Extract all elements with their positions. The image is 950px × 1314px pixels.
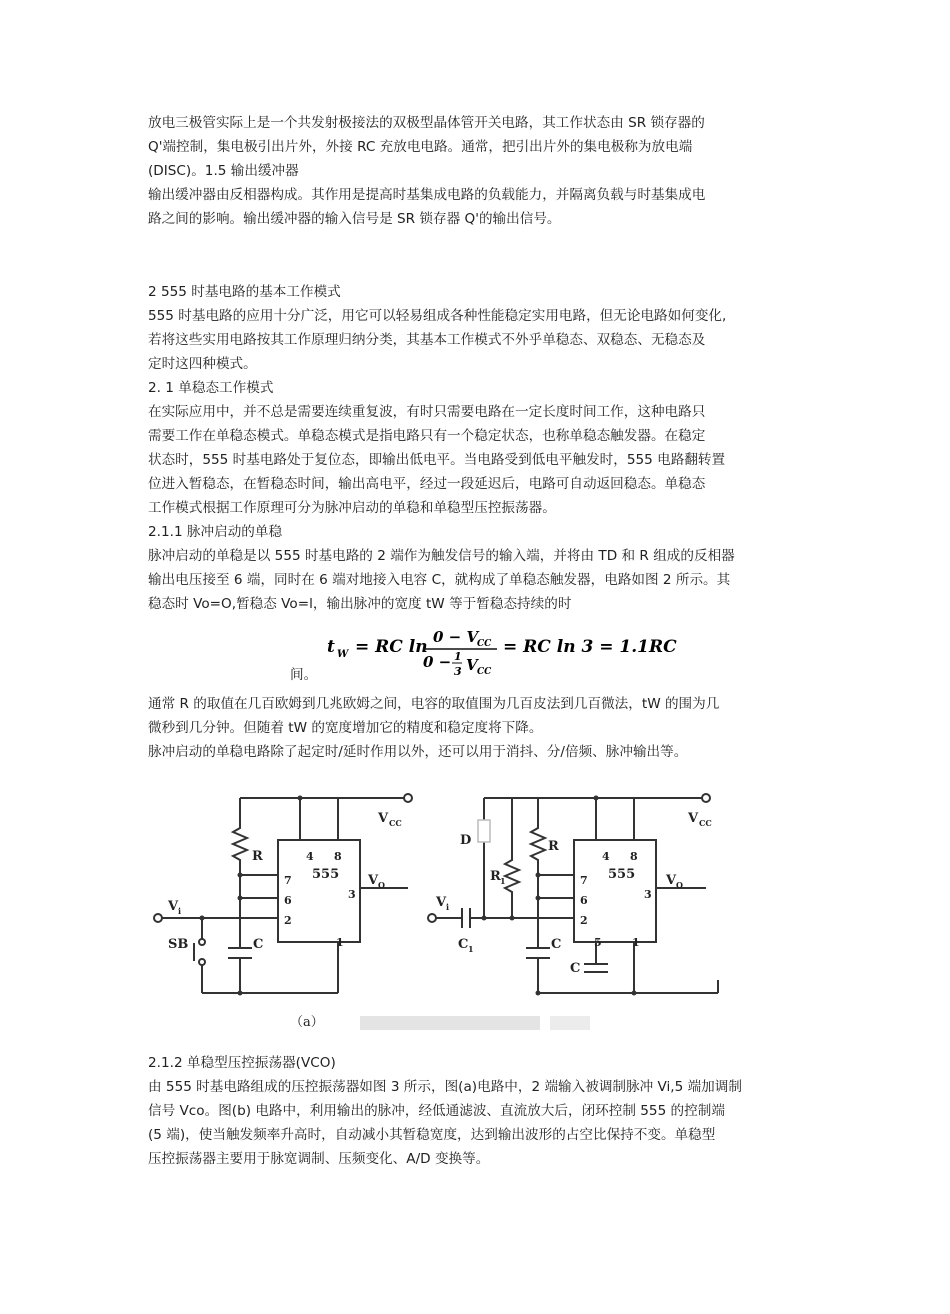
- junction-dot: [298, 796, 303, 801]
- label-c-a: C: [253, 937, 264, 952]
- junction-dot: [482, 916, 487, 921]
- label-r-b: R: [548, 839, 559, 854]
- text-line: 定时这四种模式。: [148, 356, 257, 372]
- text-line: 放电三极管实际上是一个共发射极接法的双极型晶体管开关电路，其工作状态由 SR 锁存器的: [148, 115, 705, 131]
- section-heading: 2. 1 单稳态工作模式: [148, 380, 274, 396]
- junction-dot: [632, 991, 637, 996]
- label-r1-sub: 1: [500, 876, 506, 886]
- section-heading: 2 555 时基电路的基本工作模式: [148, 284, 341, 300]
- formula-numerator-sub: CC: [477, 639, 492, 649]
- formula-lhs-sub: W: [337, 649, 349, 660]
- text-line: (5 端)，使当触发频率升高时，自动减小其暂稳宽度，达到输出波形的占空比保持不变。单稳型: [148, 1127, 716, 1143]
- pin6-b: 6: [580, 894, 588, 907]
- label-sb: SB: [168, 937, 189, 952]
- blurred-caption: [360, 1016, 540, 1030]
- pin3-a: 3: [348, 888, 356, 901]
- text-line: 路之间的影响。输出缓冲器的输入信号是 SR 锁存器 Q'的输出信号。: [148, 211, 561, 227]
- formula-third-num: 1: [454, 650, 462, 663]
- terminal-vi-a: [154, 914, 162, 922]
- chip-label-b: 555: [608, 867, 636, 882]
- junction-dot: [536, 873, 541, 878]
- text-line: 通常 R 的取值在几百欧姆到几兆欧姆之间，电容的取值围为几百皮法到几百微法，tW 的围为几: [148, 696, 720, 712]
- pin2-a: 2: [284, 914, 292, 927]
- text-line: (DISC)。1.5 输出缓冲器: [148, 163, 299, 179]
- label-vcc-b: V: [688, 811, 699, 826]
- junction-dot: [200, 916, 205, 921]
- label-r-a: R: [252, 849, 263, 864]
- terminal-vi-b: [428, 914, 436, 922]
- figure-label-a: （a）: [290, 1015, 324, 1030]
- text-line: 输出电压接至 6 端，同时在 6 端对地接入电容 C，就构成了单稳态触发器，电路如图 2 所示。其: [148, 572, 731, 588]
- text-line: 输出缓冲器由反相器构成。其作用是提高时基集成电路的负载能力，并隔离负载与时基集成电: [148, 187, 706, 203]
- label-vo-b: V: [666, 873, 677, 888]
- label-vo-b-sub: O: [676, 880, 683, 890]
- junction-dot: [510, 916, 515, 921]
- pin7-b: 7: [580, 874, 588, 887]
- pin2-b: 2: [580, 914, 588, 927]
- pin8-a: 8: [334, 850, 342, 863]
- pin1-b: 1: [632, 936, 640, 949]
- label-vcc-a-sub: CC: [389, 818, 402, 828]
- label-c1-sub: 1: [468, 944, 474, 954]
- text-line: 微秒到几分钟。但随着 tW 的宽度增加它的精度和稳定度将下降。: [148, 720, 543, 736]
- formula-denominator-b: V: [466, 656, 478, 674]
- pin3-b: 3: [644, 888, 652, 901]
- section-heading: 2.1.2 单稳型压控振荡器(VCO): [148, 1055, 336, 1071]
- text-line: 脉冲启动的单稳电路除了起定时/延时作用以外，还可以用于消抖、分/倍频、脉冲输出等。: [148, 744, 688, 760]
- label-c-b: C: [551, 937, 562, 952]
- label-vi-b: V: [436, 895, 447, 910]
- blurred-caption: [550, 1016, 590, 1030]
- junction-dot: [238, 896, 243, 901]
- junction-dot: [594, 796, 599, 801]
- text-line: 555 时基电路的应用十分广泛，用它可以轻易组成各种性能稳定实用电路，但无论电路如何变化,: [148, 308, 727, 324]
- text-line: 由 555 时基电路组成的压控振荡器如图 3 所示，图(a)电路中，2 端输入被调制脉冲 Vi,5 端加调制: [148, 1079, 742, 1095]
- text-line: Q'端控制，集电极引出片外，外接 RC 充放电电路。通常，把引出片外的集电极称为放电端: [148, 139, 693, 155]
- terminal-vcc-b: [702, 794, 710, 802]
- formula-denominator-a: 0 −: [423, 653, 452, 671]
- text-line: 状态时，555 时基电路处于复位态，即输出低电平。当电路受到低电平触发时，555 电路翻转置: [148, 452, 726, 468]
- text-line: 工作模式根据工作原理可分为脉冲启动的单稳和单稳型压控振荡器。: [148, 500, 556, 516]
- circuit-figure: [140, 780, 740, 1045]
- text-line: 压控振荡器主要用于脉宽调制、压频变化、A/D 变换等。: [148, 1151, 490, 1167]
- pulse-width-formula: [325, 622, 677, 678]
- text-line: 需要工作在单稳态模式。单稳态模式是指电路只有一个稳定状态，也称单稳态触发器。在稳定: [148, 428, 706, 444]
- label-r1: R: [490, 869, 501, 884]
- junction-dot: [238, 991, 243, 996]
- label-vo-a-sub: O: [378, 880, 385, 890]
- pin7-a: 7: [284, 874, 292, 887]
- text-line: 若将这些实用电路按其工作原理归纳分类，其基本工作模式不外乎单稳态、双稳态、无稳态及: [148, 332, 706, 348]
- label-c1: C: [458, 937, 469, 952]
- text-line: 位进入暂稳态，在暂稳态时间，输出高电平，经过一段延迟后，电路可自动返回稳态。单稳态: [148, 476, 706, 492]
- junction-dot: [238, 873, 243, 878]
- label-vcc-b-sub: CC: [699, 818, 712, 828]
- pin6-a: 6: [284, 894, 292, 907]
- formula-third-den: 3: [454, 665, 462, 678]
- text-line: 在实际应用中，并不总是需要连续重复波，有时只需要电路在一定长度时间工作，这种电路只: [148, 404, 706, 420]
- text-line: 信号 Vco。图(b) 电路中，利用输出的脉冲，经低通滤波、直流放大后，闭环控制 555 的控制端: [148, 1103, 725, 1119]
- diode-d: [478, 820, 490, 842]
- pin1-a: 1: [336, 936, 344, 949]
- pin4-a: 4: [306, 850, 314, 863]
- label-d: D: [460, 833, 472, 848]
- switch-contact-top: [199, 939, 205, 945]
- junction-dot: [536, 896, 541, 901]
- label-vo-a: V: [368, 873, 379, 888]
- formula-rhs: = RC ln 3 = 1.1RC: [503, 637, 677, 657]
- pin4-b: 4: [602, 850, 610, 863]
- pin5-b: 5: [594, 936, 602, 949]
- switch-contact-bottom: [199, 959, 205, 965]
- label-vi-b-sub: i: [446, 902, 450, 912]
- label-vi-a-sub: i: [178, 906, 182, 916]
- section-heading: 2.1.1 脉冲启动的单稳: [148, 524, 283, 540]
- chip-label-a: 555: [312, 867, 340, 882]
- formula-denominator-sub: CC: [477, 667, 492, 677]
- text-line: 稳态时 Vo=O,暂稳态 Vo=l，输出脉冲的宽度 tW 等于暂稳态持续的时: [148, 596, 572, 612]
- label-c-control: C: [570, 961, 581, 976]
- formula-lhs: t: [327, 637, 335, 657]
- label-vi-a: V: [168, 899, 179, 914]
- terminal-vcc-a: [404, 794, 412, 802]
- pin8-b: 8: [630, 850, 638, 863]
- text-line: 间。: [290, 667, 318, 683]
- formula-numerator: 0 − V: [433, 628, 479, 646]
- label-vcc-a: V: [378, 811, 389, 826]
- formula-eq1: = RC ln: [355, 637, 428, 657]
- junction-dot: [536, 991, 541, 996]
- text-line: 脉冲启动的单稳是以 555 时基电路的 2 端作为触发信号的输入端，并将由 TD 和 R 组成的反相器: [148, 548, 735, 564]
